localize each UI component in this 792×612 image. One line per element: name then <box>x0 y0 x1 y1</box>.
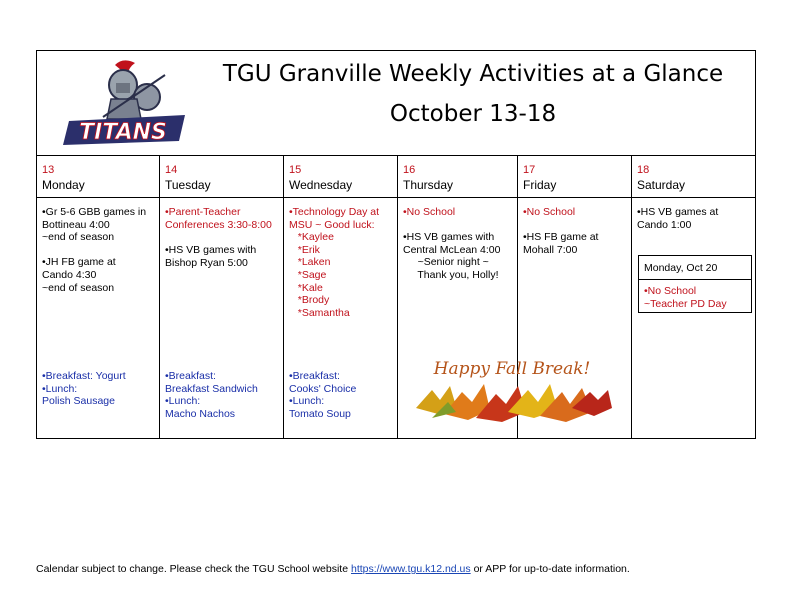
calendar-frame <box>36 50 756 439</box>
event-list: •HS VB games with Central McLean 4:00 ~Senior night ~ Thank you, Holly! <box>403 231 501 281</box>
autumn-leaves-icon <box>416 384 612 422</box>
day-name: Saturday <box>637 178 686 192</box>
day-header-wednesday <box>283 155 397 197</box>
event-list: •HS VB games with Bishop Ryan 5:00 <box>165 244 257 269</box>
footer-note <box>36 563 630 575</box>
day-cell-saturday <box>631 197 755 438</box>
day-number: 14 <box>165 164 178 176</box>
logo-wordmark: TITANS <box>79 120 167 145</box>
highlight-event: •Technology Day at MSU ~ Good luck: *Kaylee *Erik *Laken *Sage *Kale *Brody *Samantha <box>289 206 380 319</box>
day-name: Thursday <box>403 178 454 192</box>
day-name: Monday <box>42 178 85 192</box>
event-list: •Gr 5-6 GBB games in Bottineau 4:00 ~end of season •JH FB game at Cando 4:30 ~end of season <box>42 206 147 294</box>
day-header-row <box>37 155 755 198</box>
notice-date: Monday, Oct 20 <box>644 262 718 274</box>
day-header-monday <box>37 155 159 197</box>
meal-menu: •Breakfast: Breakfast Sandwich •Lunch: Macho Nachos <box>165 370 258 420</box>
highlight-event: •Parent-Teacher Conferences 3:30-8:00 <box>165 206 272 231</box>
day-header-friday <box>517 155 631 197</box>
day-header-tuesday <box>159 155 283 197</box>
day-cell-monday <box>37 197 159 438</box>
fall-break-graphic <box>410 356 614 426</box>
day-number: 16 <box>403 164 416 176</box>
no-school-notice: •No School <box>523 206 576 218</box>
date-range: October 13-18 <box>389 101 557 127</box>
upcoming-notice-box <box>638 255 752 313</box>
page-title: TGU Granville Weekly Activities at a Glance <box>222 61 724 87</box>
school-website-link[interactable]: https://www.tgu.k12.nd.us <box>351 563 471 575</box>
footer-text-after: or APP for up-to-date information. <box>470 563 630 575</box>
meal-menu: •Breakfast: Cooks' Choice •Lunch: Tomato Soup <box>289 370 357 420</box>
day-name: Friday <box>523 178 557 192</box>
day-header-thursday <box>397 155 517 197</box>
fall-break-text: Happy Fall Break! <box>433 359 591 379</box>
day-cell-wednesday <box>283 197 397 438</box>
day-number: 13 <box>42 164 55 176</box>
day-name: Tuesday <box>165 178 211 192</box>
day-header-saturday <box>631 155 755 197</box>
no-school-notice: •No School <box>403 206 456 218</box>
notice-text: •No School ~Teacher PD Day <box>644 285 727 310</box>
calendar-header <box>37 51 755 156</box>
event-list: •HS VB games at Cando 1:00 <box>637 206 719 231</box>
meal-menu: •Breakfast: Yogurt •Lunch: Polish Sausage <box>42 370 126 408</box>
day-number: 15 <box>289 164 302 176</box>
calendar-body <box>37 197 755 438</box>
titans-logo <box>53 57 193 149</box>
day-cell-tuesday <box>159 197 283 438</box>
footer-text-before: Calendar subject to change. Please check the TGU School website <box>36 563 351 575</box>
event-list: •HS FB game at Mohall 7:00 <box>523 231 599 256</box>
day-number: 17 <box>523 164 536 176</box>
day-name: Wednesday <box>289 178 353 192</box>
day-number: 18 <box>637 164 650 176</box>
